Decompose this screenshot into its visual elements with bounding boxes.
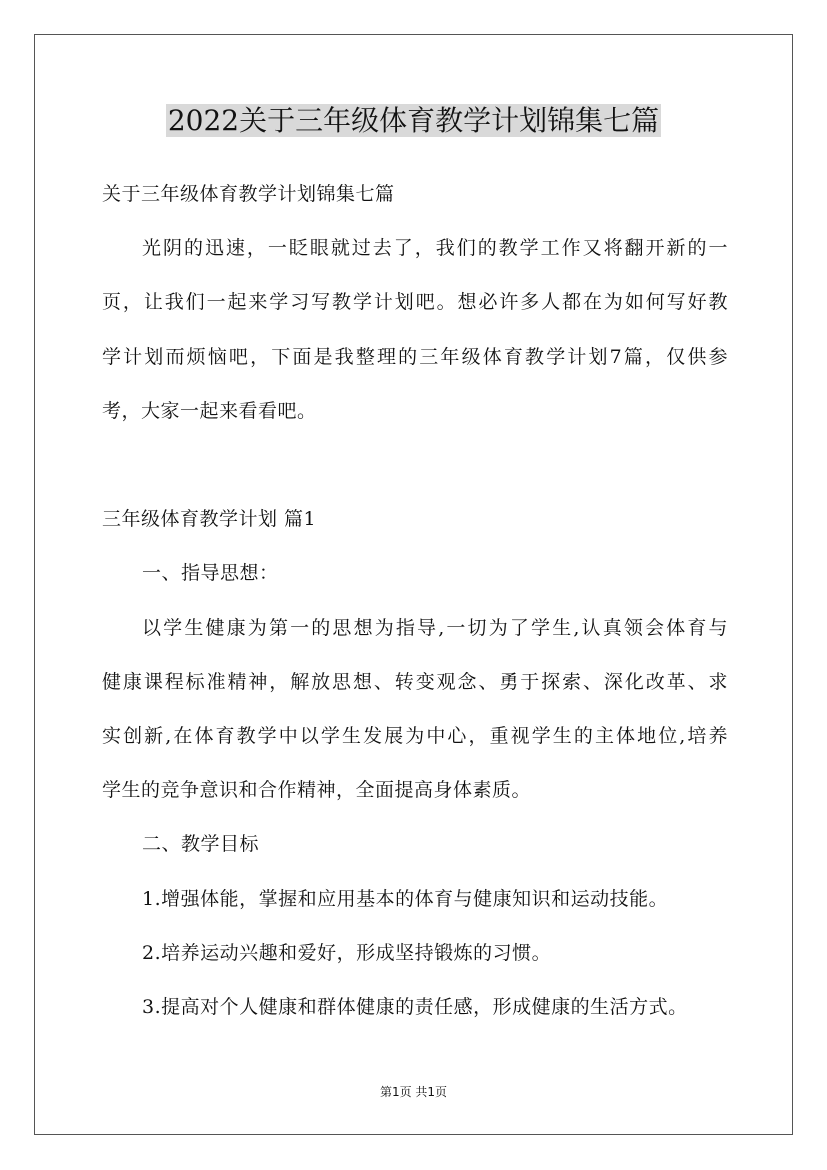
page-footer: 第1页 共1页 [379, 1085, 448, 1099]
goal-item-3: 3.提高对个人健康和群体健康的责任感，形成健康的生活方式。 [142, 996, 688, 1018]
goal-item-2: 2.培养运动兴趣和爱好，形成坚持锻炼的习惯。 [142, 942, 552, 964]
para1-line-1: 以学生健康为第一的思想为指导,一切为了学生,认真领会体育与 [142, 617, 728, 639]
section-title: 三年级体育教学计划 篇1 [102, 508, 317, 530]
intro-line-3: 学计划而烦恼吧，下面是我整理的三年级体育教学计划7篇，仅供参 [102, 346, 728, 368]
intro-line-4: 考，大家一起来看看吧。 [102, 400, 317, 422]
goal-item-1: 1.增强体能，掌握和应用基本的体育与健康知识和运动技能。 [142, 888, 669, 910]
para1-line-3: 实创新,在体育教学中以学生发展为中心，重视学生的主体地位,培养 [102, 725, 728, 747]
para1-line-4: 学生的竞争意识和合作精神，全面提高身体素质。 [102, 779, 532, 801]
document-title-text: 2022关于三年级体育教学计划锦集七篇 [167, 104, 660, 137]
para1-line-2: 健康课程标准精神，解放思想、转变观念、勇于探索、深化改革、求 [102, 671, 728, 693]
document-title [0, 98, 827, 144]
intro-line-2: 页，让我们一起来学习写教学计划吧。想必许多人都在为如何写好教 [102, 291, 728, 313]
document-subtitle: 关于三年级体育教学计划锦集七篇 [102, 183, 395, 205]
heading-teaching-goals: 二、教学目标 [142, 833, 260, 855]
heading-guiding-thought: 一、指导思想： [142, 562, 279, 584]
intro-line-1: 光阴的迅速，一眨眼就过去了，我们的教学工作又将翻开新的一 [142, 237, 728, 259]
